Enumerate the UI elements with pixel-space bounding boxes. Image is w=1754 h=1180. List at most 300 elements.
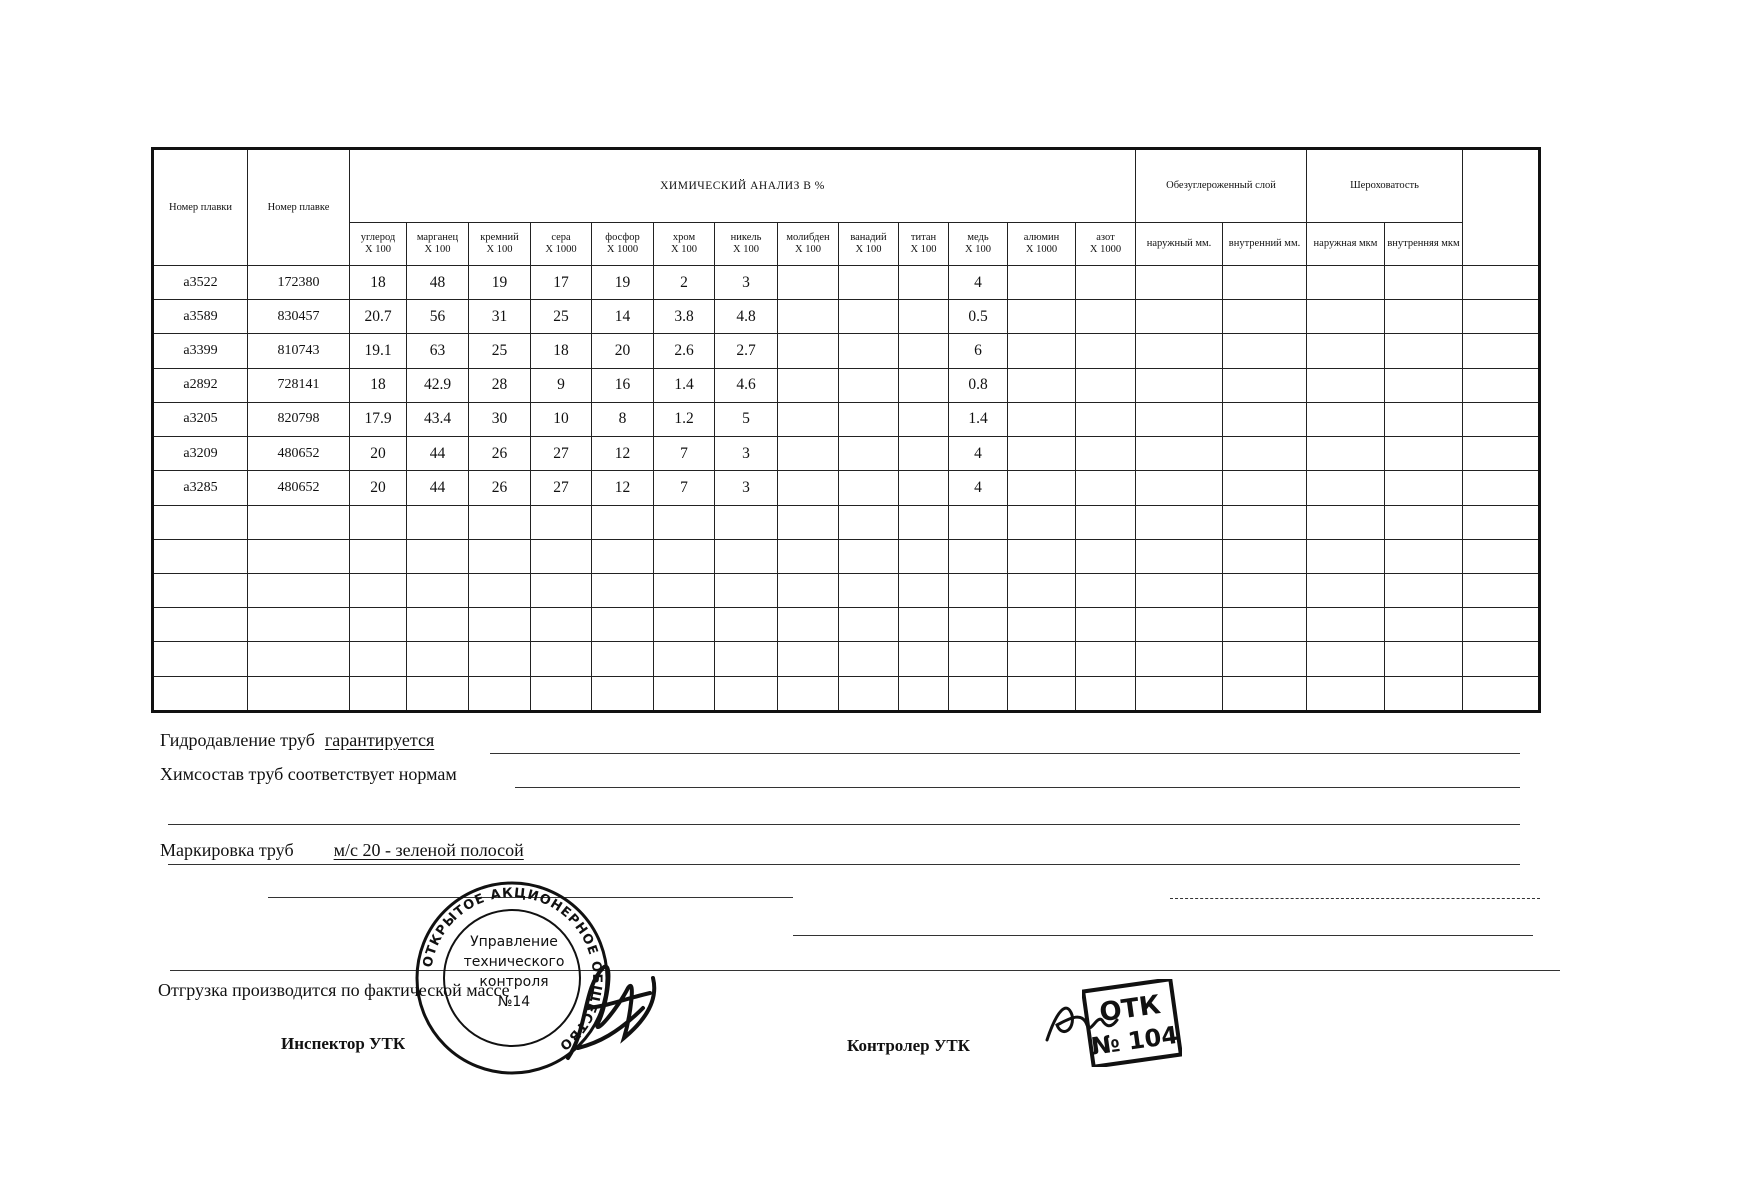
otk-stamp [1082, 979, 1182, 1067]
table-cell-empty [1463, 676, 1540, 711]
table-cell-p: 19 [592, 266, 654, 300]
table-cell-empty [531, 642, 592, 676]
header-copper: медь Х 100 [949, 223, 1008, 266]
table-cell-si: 31 [469, 300, 531, 334]
table-cell-v [839, 266, 899, 300]
table-cell-x [1463, 471, 1540, 505]
svg-text:технического: технического [463, 954, 565, 970]
table-cell-cr: 2.6 [654, 334, 715, 368]
table-cell-c: 20 [350, 471, 407, 505]
table-cell-n [1076, 368, 1136, 402]
table-cell-empty [1307, 642, 1385, 676]
table-cell-ri [1385, 266, 1463, 300]
svg-text:контроля: контроля [479, 974, 549, 990]
header-melt-number: Номер плавки [153, 149, 248, 266]
table-cell-s: 25 [531, 300, 592, 334]
table-cell-empty [778, 573, 839, 607]
table-cell-empty [531, 608, 592, 642]
table-cell-empty [1307, 573, 1385, 607]
table-cell-empty [1223, 539, 1307, 573]
table-cell-empty [248, 539, 350, 573]
table-cell-x [1463, 334, 1540, 368]
table-cell-empty [469, 573, 531, 607]
table-cell-cr: 1.4 [654, 368, 715, 402]
table-cell-empty [469, 539, 531, 573]
table-cell-empty [248, 608, 350, 642]
table-cell-tube: 820798 [248, 402, 350, 436]
table-cell-s: 18 [531, 334, 592, 368]
blank-rule-4 [170, 970, 1560, 971]
table-cell-empty [592, 573, 654, 607]
table-cell-empty [1307, 505, 1385, 539]
table-cell-ro [1307, 437, 1385, 471]
table-cell-empty [248, 642, 350, 676]
table-cell-empty [153, 539, 248, 573]
inspector-signature [558, 948, 668, 1068]
table-cell-di [1223, 266, 1307, 300]
table-row [153, 368, 1540, 402]
table-cell-empty [1136, 608, 1223, 642]
table-cell-empty [839, 539, 899, 573]
table-cell-mn: 63 [407, 334, 469, 368]
table-cell-do [1136, 471, 1223, 505]
header-phosphorus: фосфор Х 1000 [592, 223, 654, 266]
table-row-blank [153, 505, 1540, 539]
table-cell-mn: 56 [407, 300, 469, 334]
table-cell-cr: 1.2 [654, 402, 715, 436]
table-cell-empty [949, 573, 1008, 607]
table-row-blank [153, 642, 1540, 676]
table-cell-p: 14 [592, 300, 654, 334]
blank-rule-3 [793, 935, 1533, 936]
table-cell-v [839, 368, 899, 402]
table-cell-cu: 6 [949, 334, 1008, 368]
table-cell-mo [778, 368, 839, 402]
table-cell-empty [592, 676, 654, 711]
table-cell-empty [1008, 539, 1076, 573]
table-cell-mo [778, 402, 839, 436]
table-cell-al [1008, 334, 1076, 368]
table-row [153, 437, 1540, 471]
table-cell-ni: 3 [715, 471, 778, 505]
table-cell-empty [1008, 505, 1076, 539]
table-cell-tube: 172380 [248, 266, 350, 300]
table-cell-ni: 2.7 [715, 334, 778, 368]
table-cell-empty [153, 642, 248, 676]
table-cell-empty [153, 608, 248, 642]
table-cell-mn: 44 [407, 437, 469, 471]
table-cell-empty [1076, 608, 1136, 642]
table-cell-al [1008, 402, 1076, 436]
table-cell-al [1008, 368, 1076, 402]
table-cell-n [1076, 471, 1136, 505]
table-cell-si: 30 [469, 402, 531, 436]
table-cell-cr: 7 [654, 471, 715, 505]
hydro-label: Гидродавление труб [160, 730, 315, 750]
svg-text:№14: №14 [497, 994, 531, 1010]
svg-text:№ 104: № 104 [1089, 1020, 1180, 1061]
table-cell-empty [949, 676, 1008, 711]
table-cell-cu: 0.5 [949, 300, 1008, 334]
table-cell-si: 19 [469, 266, 531, 300]
table-cell-empty [715, 642, 778, 676]
table-cell-empty [407, 642, 469, 676]
table-row [153, 334, 1540, 368]
table-cell-tube: 728141 [248, 368, 350, 402]
table-cell-empty [1385, 505, 1463, 539]
table-cell-p: 20 [592, 334, 654, 368]
marking-rule [168, 864, 1520, 865]
svg-text:ОТК: ОТК [1097, 990, 1163, 1029]
table-cell-empty [839, 608, 899, 642]
hydro-value: гарантируется [324, 730, 435, 750]
table-cell-empty [1076, 505, 1136, 539]
table-cell-empty [654, 676, 715, 711]
table-cell-mo [778, 437, 839, 471]
header-chemical-analysis: ХИМИЧЕСКИЙ АНАЛИЗ В % [350, 149, 1136, 223]
table-cell-empty [654, 573, 715, 607]
table-cell-empty [949, 642, 1008, 676]
table-cell-ni: 3 [715, 437, 778, 471]
header-carbon: углерод Х 100 [350, 223, 407, 266]
header-roughness: Шероховатость [1307, 149, 1463, 223]
table-cell-empty [1008, 676, 1076, 711]
table-cell-mo [778, 471, 839, 505]
header-nitrogen: азот Х 1000 [1076, 223, 1136, 266]
header-vanadium: ванадий Х 100 [839, 223, 899, 266]
table-cell-cu: 1.4 [949, 402, 1008, 436]
table-cell-empty [778, 539, 839, 573]
table-cell-empty [899, 539, 949, 573]
table-cell-empty [839, 642, 899, 676]
table-cell-empty [1385, 608, 1463, 642]
table-cell-empty [1307, 676, 1385, 711]
table-cell-cu: 0.8 [949, 368, 1008, 402]
table-cell-empty [350, 676, 407, 711]
table-cell-n [1076, 266, 1136, 300]
chem-label: Химсостав труб соответствует нормам [160, 764, 457, 784]
table-cell-n [1076, 402, 1136, 436]
table-cell-empty [531, 505, 592, 539]
table-cell-empty [1223, 676, 1307, 711]
table-cell-empty [1463, 642, 1540, 676]
table-cell-empty [153, 676, 248, 711]
table-cell-empty [1463, 539, 1540, 573]
table-cell-si: 26 [469, 437, 531, 471]
table-cell-empty [469, 676, 531, 711]
table-cell-empty [1008, 608, 1076, 642]
table-cell-mo [778, 300, 839, 334]
table-cell-empty [407, 676, 469, 711]
marking-label: Маркировка труб [160, 840, 294, 860]
marking-value: м/с 20 - зеленой полосой [333, 840, 524, 860]
chem-rule-2 [168, 824, 1520, 825]
table-cell-ro [1307, 334, 1385, 368]
table-cell-empty [248, 573, 350, 607]
table-cell-mn: 42.9 [407, 368, 469, 402]
table-cell-empty [1076, 539, 1136, 573]
header-titanium: титан Х 100 [899, 223, 949, 266]
table-cell-empty [899, 676, 949, 711]
table-cell-empty [778, 608, 839, 642]
table-cell-cu: 4 [949, 437, 1008, 471]
table-cell-empty [839, 573, 899, 607]
table-cell-al [1008, 437, 1076, 471]
table-cell-empty [469, 608, 531, 642]
hydro-line [160, 730, 434, 751]
header-decarb-layer: Обезуглероженный слой [1136, 149, 1307, 223]
table-cell-di [1223, 437, 1307, 471]
controller-label: Контролер УТК [847, 1036, 970, 1055]
table-cell-empty [1136, 676, 1223, 711]
table-cell-empty [654, 608, 715, 642]
table-cell-v [839, 471, 899, 505]
table-cell-ti [899, 471, 949, 505]
table-cell-v [839, 402, 899, 436]
table-cell-cu: 4 [949, 266, 1008, 300]
table-cell-ro [1307, 471, 1385, 505]
table-cell-c: 20 [350, 437, 407, 471]
table-cell-mo [778, 334, 839, 368]
header-nickel: никель Х 100 [715, 223, 778, 266]
table-cell-empty [1136, 573, 1223, 607]
table-cell-x [1463, 266, 1540, 300]
table-cell-ro [1307, 300, 1385, 334]
table-cell-empty [949, 608, 1008, 642]
table-row-blank [153, 573, 1540, 607]
table-cell-empty [1463, 608, 1540, 642]
table-cell-empty [778, 676, 839, 711]
table-cell-do [1136, 266, 1223, 300]
chem-rule [515, 787, 1520, 788]
header-silicon: кремний Х 100 [469, 223, 531, 266]
table-cell-si: 25 [469, 334, 531, 368]
table-cell-p: 8 [592, 402, 654, 436]
table-cell-si: 26 [469, 471, 531, 505]
table-cell-empty [407, 505, 469, 539]
table-row [153, 266, 1540, 300]
table-cell-ri [1385, 437, 1463, 471]
table-cell-ti [899, 334, 949, 368]
table-cell-do [1136, 437, 1223, 471]
shipment-label: Отгрузка производится по фактической массе [158, 980, 510, 1000]
table-cell-tube: 480652 [248, 471, 350, 505]
table-cell-empty [1385, 539, 1463, 573]
table-cell-empty [350, 539, 407, 573]
table-cell-melt: а3205 [153, 402, 248, 436]
table-cell-p: 16 [592, 368, 654, 402]
table-cell-empty [1136, 642, 1223, 676]
table-cell-cr: 7 [654, 437, 715, 471]
chem-line [160, 764, 457, 785]
table-cell-empty [654, 539, 715, 573]
table-cell-al [1008, 266, 1076, 300]
table-cell-empty [654, 642, 715, 676]
table-cell-tube: 480652 [248, 437, 350, 471]
table-cell-melt: а3522 [153, 266, 248, 300]
table-cell-empty [1076, 676, 1136, 711]
marking-line [160, 840, 524, 861]
table-cell-c: 18 [350, 266, 407, 300]
svg-text:Управление: Управление [470, 934, 558, 950]
table-cell-empty [1223, 505, 1307, 539]
table-cell-ti [899, 300, 949, 334]
table-cell-p: 12 [592, 437, 654, 471]
table-cell-empty [1136, 505, 1223, 539]
table-cell-si: 28 [469, 368, 531, 402]
table-row-blank [153, 676, 1540, 711]
header-rough-outer: наружная мкм [1307, 223, 1385, 266]
table-cell-empty [248, 505, 350, 539]
table-cell-mn: 48 [407, 266, 469, 300]
table-cell-empty [1136, 539, 1223, 573]
header-chromium: хром Х 100 [654, 223, 715, 266]
table-cell-empty [1307, 539, 1385, 573]
table-row [153, 402, 1540, 436]
table-cell-empty [407, 539, 469, 573]
table-cell-s: 10 [531, 402, 592, 436]
table-cell-ri [1385, 368, 1463, 402]
table-cell-empty [153, 573, 248, 607]
table-cell-mo [778, 266, 839, 300]
table-cell-do [1136, 368, 1223, 402]
table-cell-empty [350, 573, 407, 607]
table-cell-melt: а3399 [153, 334, 248, 368]
table-cell-empty [654, 505, 715, 539]
table-cell-di [1223, 334, 1307, 368]
header-decarb-inner: внутренний мм. [1223, 223, 1307, 266]
table-cell-al [1008, 471, 1076, 505]
table-cell-ti [899, 402, 949, 436]
table-cell-v [839, 334, 899, 368]
table-cell-ri [1385, 334, 1463, 368]
table-cell-empty [407, 608, 469, 642]
table-cell-al [1008, 300, 1076, 334]
table-cell-empty [715, 505, 778, 539]
table-cell-ti [899, 437, 949, 471]
table-cell-x [1463, 402, 1540, 436]
table-cell-x [1463, 368, 1540, 402]
table-cell-ni: 5 [715, 402, 778, 436]
table-cell-di [1223, 402, 1307, 436]
table-cell-empty [715, 539, 778, 573]
table-cell-empty [1385, 676, 1463, 711]
table-cell-empty [715, 608, 778, 642]
table-cell-melt: а2892 [153, 368, 248, 402]
table-cell-empty [248, 676, 350, 711]
table-cell-empty [778, 505, 839, 539]
table-cell-empty [531, 573, 592, 607]
table-cell-empty [592, 642, 654, 676]
table-cell-mn: 44 [407, 471, 469, 505]
table-cell-s: 17 [531, 266, 592, 300]
table-cell-ti [899, 368, 949, 402]
table-cell-empty [949, 539, 1008, 573]
table-cell-empty [715, 676, 778, 711]
table-cell-empty [1008, 642, 1076, 676]
hydro-rule [490, 753, 1520, 754]
table-cell-empty [592, 539, 654, 573]
table-cell-n [1076, 300, 1136, 334]
table-cell-empty [899, 573, 949, 607]
table-cell-ri [1385, 300, 1463, 334]
table-cell-di [1223, 300, 1307, 334]
table-cell-empty [350, 608, 407, 642]
table-cell-do [1136, 402, 1223, 436]
table-cell-empty [839, 505, 899, 539]
table-cell-melt: а3589 [153, 300, 248, 334]
table-cell-empty [592, 608, 654, 642]
table-row [153, 300, 1540, 334]
table-cell-empty [531, 676, 592, 711]
table-cell-p: 12 [592, 471, 654, 505]
table-cell-empty [350, 505, 407, 539]
table-cell-tube: 830457 [248, 300, 350, 334]
table-cell-empty [1307, 608, 1385, 642]
table-cell-empty [899, 608, 949, 642]
table-cell-empty [469, 642, 531, 676]
table-cell-ro [1307, 266, 1385, 300]
header-sulfur: сера Х 1000 [531, 223, 592, 266]
table-cell-empty [350, 642, 407, 676]
table-cell-empty [1385, 642, 1463, 676]
table-cell-empty [1076, 642, 1136, 676]
table-cell-empty [778, 642, 839, 676]
table-cell-ri [1385, 471, 1463, 505]
table-cell-empty [407, 573, 469, 607]
table-cell-s: 27 [531, 437, 592, 471]
table-cell-n [1076, 334, 1136, 368]
table-cell-empty [949, 505, 1008, 539]
table-cell-n [1076, 437, 1136, 471]
table-cell-ni: 4.6 [715, 368, 778, 402]
table-cell-melt: а3209 [153, 437, 248, 471]
table-cell-melt: а3285 [153, 471, 248, 505]
table-cell-empty [715, 573, 778, 607]
table-cell-cr: 2 [654, 266, 715, 300]
table-cell-cu: 4 [949, 471, 1008, 505]
table-cell-s: 9 [531, 368, 592, 402]
table-cell-empty [1463, 505, 1540, 539]
header-decarb-outer: наружный мм. [1136, 223, 1223, 266]
header-aluminium: алюмин Х 1000 [1008, 223, 1076, 266]
table-body [153, 266, 1540, 712]
svg-text:ОТКРЫТОЕ АКЦИОНЕРНОЕ ОБЩЕСТВО: ОТКРЫТОЕ АКЦИОНЕРНОЕ ОБЩЕСТВО [420, 885, 605, 1054]
table-cell-empty [531, 539, 592, 573]
table-cell-empty [153, 505, 248, 539]
header-molybdenum: молибден Х 100 [778, 223, 839, 266]
table-cell-c: 20.7 [350, 300, 407, 334]
table-cell-empty [1076, 573, 1136, 607]
table-cell-ni: 4.8 [715, 300, 778, 334]
table-cell-empty [899, 642, 949, 676]
table-cell-empty [1223, 608, 1307, 642]
table-cell-empty [1463, 573, 1540, 607]
header-manganese: марганец Х 100 [407, 223, 469, 266]
table-cell-c: 18 [350, 368, 407, 402]
table-cell-empty [1223, 573, 1307, 607]
table-cell-empty [1008, 573, 1076, 607]
table-cell-c: 17.9 [350, 402, 407, 436]
table-cell-empty [899, 505, 949, 539]
table-cell-x [1463, 437, 1540, 471]
table-cell-ro [1307, 402, 1385, 436]
inspector-label: Инспектор УТК [281, 1034, 406, 1053]
table-row-blank [153, 539, 1540, 573]
table-cell-mn: 43.4 [407, 402, 469, 436]
blank-rule-2 [1170, 898, 1540, 899]
table-cell-ro [1307, 368, 1385, 402]
